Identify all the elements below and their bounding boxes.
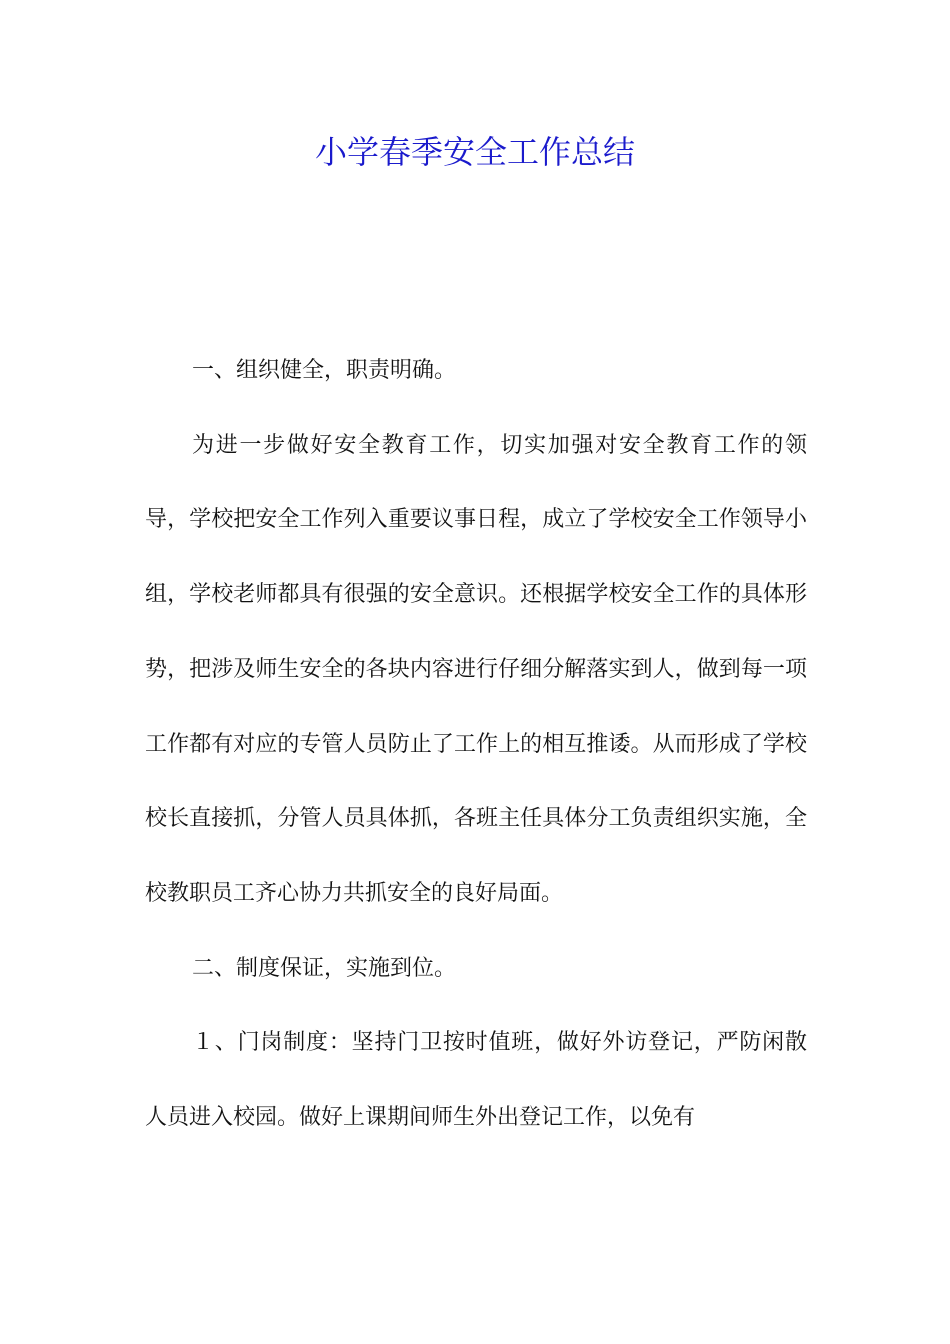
section-heading-2: 二、制度保证，实施到位。 xyxy=(192,955,457,981)
body-paragraph-2: １、门岗制度：坚持门卫按时值班，做好外访登记，严防闲散人员进入校园。做好上课期间师生外出登记工作，以免有 xyxy=(145,1030,807,1131)
document-title: 小学春季安全工作总结 xyxy=(314,133,635,171)
document-body xyxy=(145,334,807,1156)
section-heading-1: 一、组织健全，职责明确。 xyxy=(192,358,457,383)
body-paragraph-1: 为进一步做好安全教育工作，切实加强对安全教育工作的领导，学校把安全工作列入重要议事日程，成立了学校安全工作领导小组，学校老师都具有很强的安全意识。还根据学校安全工作的具体形势，把涉及师生安全的各块内容进行仔细分解落实到人，做到每一项工作都有对应的专管人员防止了工作上的相互推诿。从而形成了学校校长直接抓，分管人员具体抓，各班主任具体分工负责组织实施，全校教职员工齐心协力共抓安全的良好局面。 xyxy=(145,432,807,906)
